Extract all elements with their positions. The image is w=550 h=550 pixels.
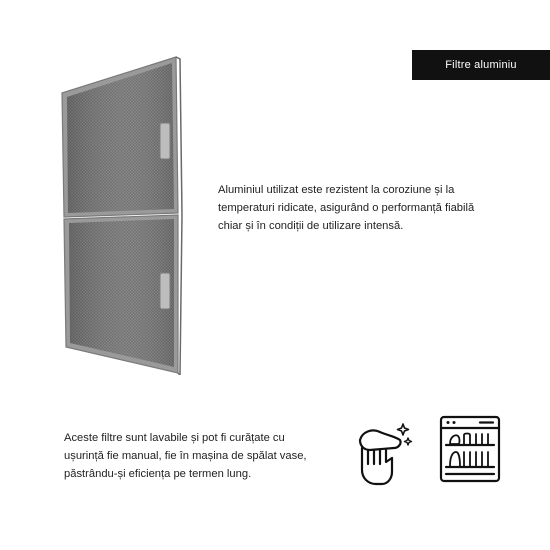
filter-panel-upper [62, 57, 178, 217]
category-badge: Filtre aluminiu [412, 50, 550, 80]
description-washable: Aceste filtre sunt lavabile și pot fi curățate cu ușurință fie manual, fie în mașina de spălat vase, păstrându-și eficiența pe termen lung. [64, 432, 307, 480]
filter-panel-lower [64, 215, 178, 373]
aluminium-filter-image [60, 55, 190, 375]
hand-wiping-sparkle-icon [350, 418, 414, 488]
description-corrosion-resistance: Aluminiul utilizat este rezistent la coroziune și la temperaturi ridicate, asigurând o performanță fiabilă chiar și în condiții de utilizare intensă. [218, 184, 475, 232]
dishwasher-icon [438, 414, 502, 484]
